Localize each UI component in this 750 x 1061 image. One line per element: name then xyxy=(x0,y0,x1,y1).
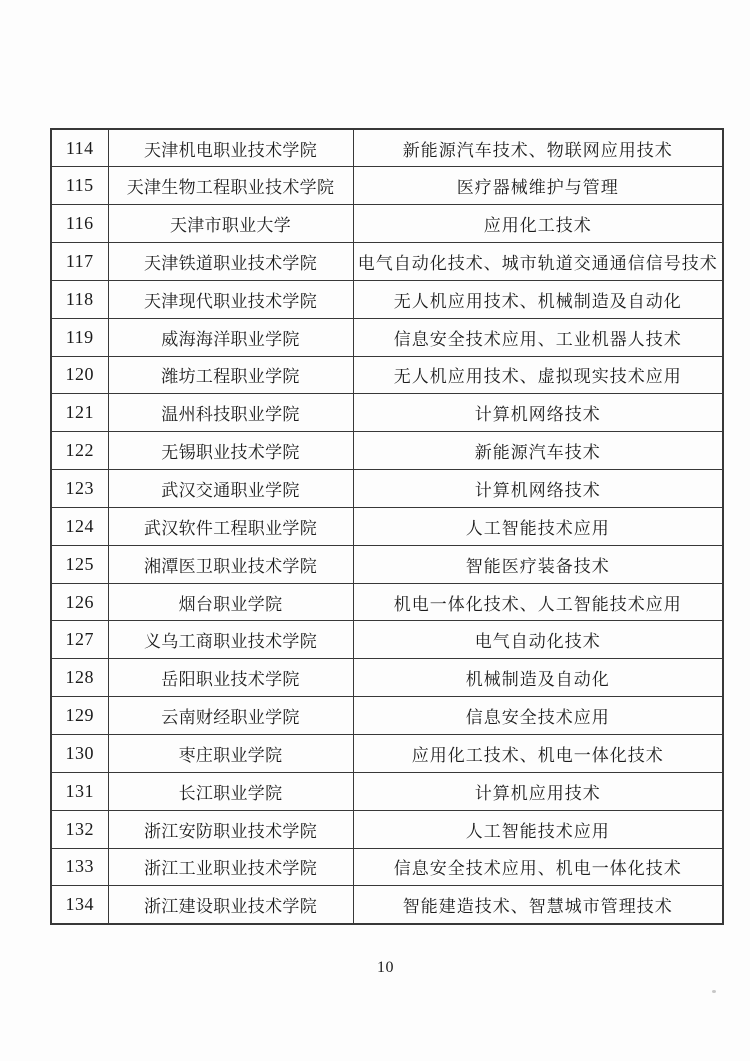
row-number-cell: 122 xyxy=(51,432,108,470)
row-number-cell: 124 xyxy=(51,507,108,545)
school-name-cell: 天津市职业大学 xyxy=(108,205,353,243)
school-name-cell: 天津生物工程职业技术学院 xyxy=(108,167,353,205)
row-number-cell: 131 xyxy=(51,772,108,810)
school-name-cell: 枣庄职业学院 xyxy=(108,735,353,773)
row-number-cell: 116 xyxy=(51,205,108,243)
table-row xyxy=(51,697,723,735)
major-names-cell: 信息安全技术应用、机电一体化技术 xyxy=(353,848,723,886)
table-row xyxy=(51,356,723,394)
school-name-cell: 天津铁道职业技术学院 xyxy=(108,243,353,281)
table-row xyxy=(51,507,723,545)
major-names-cell: 电气自动化技术、城市轨道交通通信信号技术 xyxy=(353,243,723,281)
school-name-cell: 岳阳职业技术学院 xyxy=(108,659,353,697)
row-number-cell: 133 xyxy=(51,848,108,886)
table-row xyxy=(51,810,723,848)
table-row xyxy=(51,129,723,167)
school-name-cell: 浙江工业职业技术学院 xyxy=(108,848,353,886)
row-number-cell: 121 xyxy=(51,394,108,432)
table-row xyxy=(51,735,723,773)
row-number-cell: 132 xyxy=(51,810,108,848)
school-name-cell: 浙江安防职业技术学院 xyxy=(108,810,353,848)
school-name-cell: 浙江建设职业技术学院 xyxy=(108,886,353,924)
major-names-cell: 新能源汽车技术、物联网应用技术 xyxy=(353,129,723,167)
school-name-cell: 武汉软件工程职业学院 xyxy=(108,507,353,545)
school-name-cell: 无锡职业技术学院 xyxy=(108,432,353,470)
row-number-cell: 127 xyxy=(51,621,108,659)
table-row xyxy=(51,772,723,810)
row-number-cell: 115 xyxy=(51,167,108,205)
row-number-cell: 117 xyxy=(51,243,108,281)
table-row xyxy=(51,243,723,281)
major-names-cell: 计算机网络技术 xyxy=(353,394,723,432)
major-names-cell: 医疗器械维护与管理 xyxy=(353,167,723,205)
approval-table-body xyxy=(51,129,723,924)
major-names-cell: 应用化工技术 xyxy=(353,205,723,243)
table-row xyxy=(51,848,723,886)
table-row xyxy=(51,545,723,583)
major-names-cell: 信息安全技术应用、工业机器人技术 xyxy=(353,318,723,356)
major-names-cell: 智能建造技术、智慧城市管理技术 xyxy=(353,886,723,924)
school-name-cell: 长江职业学院 xyxy=(108,772,353,810)
table-row xyxy=(51,280,723,318)
table-row xyxy=(51,318,723,356)
row-number-cell: 119 xyxy=(51,318,108,356)
major-names-cell: 无人机应用技术、虚拟现实技术应用 xyxy=(353,356,723,394)
school-name-cell: 天津机电职业技术学院 xyxy=(108,129,353,167)
school-name-cell: 温州科技职业学院 xyxy=(108,394,353,432)
row-number-cell: 128 xyxy=(51,659,108,697)
row-number-cell: 134 xyxy=(51,886,108,924)
table-row xyxy=(51,432,723,470)
major-names-cell: 计算机网络技术 xyxy=(353,470,723,508)
row-number-cell: 120 xyxy=(51,356,108,394)
major-names-cell: 应用化工技术、机电一体化技术 xyxy=(353,735,723,773)
major-names-cell: 人工智能技术应用 xyxy=(353,810,723,848)
table-row xyxy=(51,659,723,697)
major-names-cell: 信息安全技术应用 xyxy=(353,697,723,735)
major-names-cell: 无人机应用技术、机械制造及自动化 xyxy=(353,280,723,318)
table-row xyxy=(51,583,723,621)
row-number-cell: 123 xyxy=(51,470,108,508)
row-number-cell: 130 xyxy=(51,735,108,773)
table-row xyxy=(51,621,723,659)
table-row xyxy=(51,470,723,508)
page-number: 10 xyxy=(377,959,394,976)
row-number-cell: 114 xyxy=(51,129,108,167)
major-names-cell: 电气自动化技术 xyxy=(353,621,723,659)
major-names-cell: 机电一体化技术、人工智能技术应用 xyxy=(353,583,723,621)
scan-artifact-speck xyxy=(712,990,716,993)
major-names-cell: 新能源汽车技术 xyxy=(353,432,723,470)
row-number-cell: 118 xyxy=(51,280,108,318)
table-row xyxy=(51,167,723,205)
school-name-cell: 烟台职业学院 xyxy=(108,583,353,621)
school-name-cell: 云南财经职业学院 xyxy=(108,697,353,735)
major-names-cell: 智能医疗装备技术 xyxy=(353,545,723,583)
major-names-cell: 人工智能技术应用 xyxy=(353,507,723,545)
school-name-cell: 武汉交通职业学院 xyxy=(108,470,353,508)
table-row xyxy=(51,205,723,243)
approval-table xyxy=(50,128,724,925)
row-number-cell: 126 xyxy=(51,583,108,621)
table-row xyxy=(51,394,723,432)
school-name-cell: 威海海洋职业学院 xyxy=(108,318,353,356)
school-name-cell: 潍坊工程职业学院 xyxy=(108,356,353,394)
school-name-cell: 天津现代职业技术学院 xyxy=(108,280,353,318)
row-number-cell: 125 xyxy=(51,545,108,583)
school-name-cell: 湘潭医卫职业技术学院 xyxy=(108,545,353,583)
major-names-cell: 机械制造及自动化 xyxy=(353,659,723,697)
table-row xyxy=(51,886,723,924)
row-number-cell: 129 xyxy=(51,697,108,735)
school-name-cell: 义乌工商职业技术学院 xyxy=(108,621,353,659)
major-names-cell: 计算机应用技术 xyxy=(353,772,723,810)
